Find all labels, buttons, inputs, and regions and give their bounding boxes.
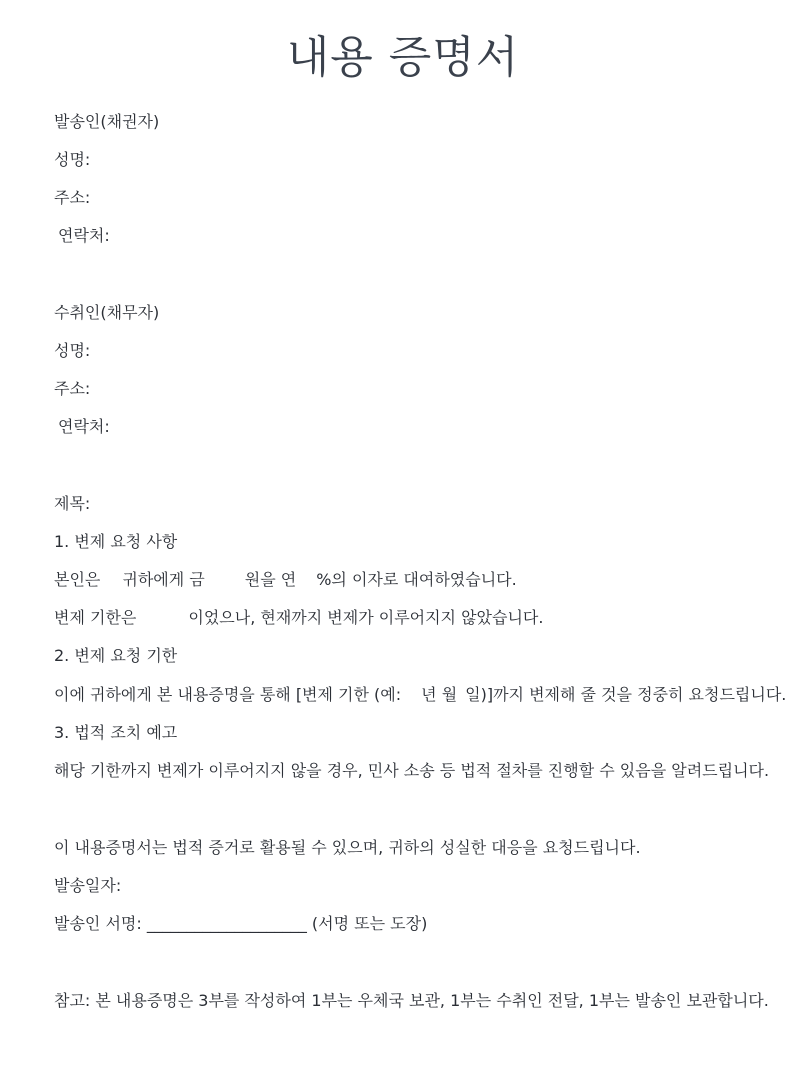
recipient-address-label: 주소:: [54, 379, 91, 398]
send-date-label: 발송일자:: [54, 876, 122, 895]
due-date-statement: [54, 607, 543, 629]
loan-statement-part3: 원을 연: [244, 570, 297, 589]
section2-heading: 2. 변제 요청 기한: [54, 646, 178, 665]
repayment-request-part3: 일)]까지 변제해 줄 것을 정중히 요청드립니다.: [465, 685, 787, 704]
loan-statement-part4: %의 이자로 대여하였습니다.: [316, 570, 517, 589]
sender-signature-line: 발송인 서명: ____________________ (서명 또는 도장): [54, 914, 428, 933]
section3-heading: 3. 법적 조치 예고: [54, 723, 178, 742]
recipient-name-label: 성명:: [54, 341, 91, 360]
closing-statement: 이 내용증명서는 법적 증거로 활용될 수 있으며, 귀하의 성실한 대응을 요청드립니다.: [54, 838, 641, 857]
due-date-part1: 변제 기한은: [54, 608, 137, 627]
repayment-request: [54, 684, 786, 706]
recipient-heading: 수취인(채무자): [54, 303, 160, 322]
sender-heading: 발송인(채권자): [54, 112, 160, 131]
section1-heading: 1. 변제 요청 사항: [54, 532, 178, 551]
sender-name-label: 성명:: [54, 150, 91, 169]
loan-statement: [54, 569, 517, 591]
reference-note: 참고: 본 내용증명은 3부를 작성하여 1부는 우체국 보관, 1부는 수취인 전달, 1부는 발송인 보관합니다.: [54, 991, 769, 1010]
sender-address-label: 주소:: [54, 188, 91, 207]
repayment-request-part2: 년 월: [421, 685, 458, 704]
loan-statement-part2: 귀하에게 금: [122, 570, 205, 589]
repayment-request-part1: 이에 귀하에게 본 내용증명을 통해 [변제 기한 (예:: [54, 685, 402, 704]
subject-label: 제목:: [54, 494, 91, 513]
loan-statement-part1: 본인은: [54, 570, 101, 589]
due-date-part2: 이었으나, 현재까지 변제가 이루어지지 않았습니다.: [188, 608, 544, 627]
document-title: 내용 증명서: [286, 32, 520, 83]
legal-action-notice: 해당 기한까지 변제가 이루어지지 않을 경우, 민사 소송 등 법적 절차를 진행할 수 있음을 알려드립니다.: [54, 761, 770, 780]
recipient-contact-label: 연락처:: [58, 417, 110, 436]
sender-contact-label: 연락처:: [58, 226, 110, 245]
